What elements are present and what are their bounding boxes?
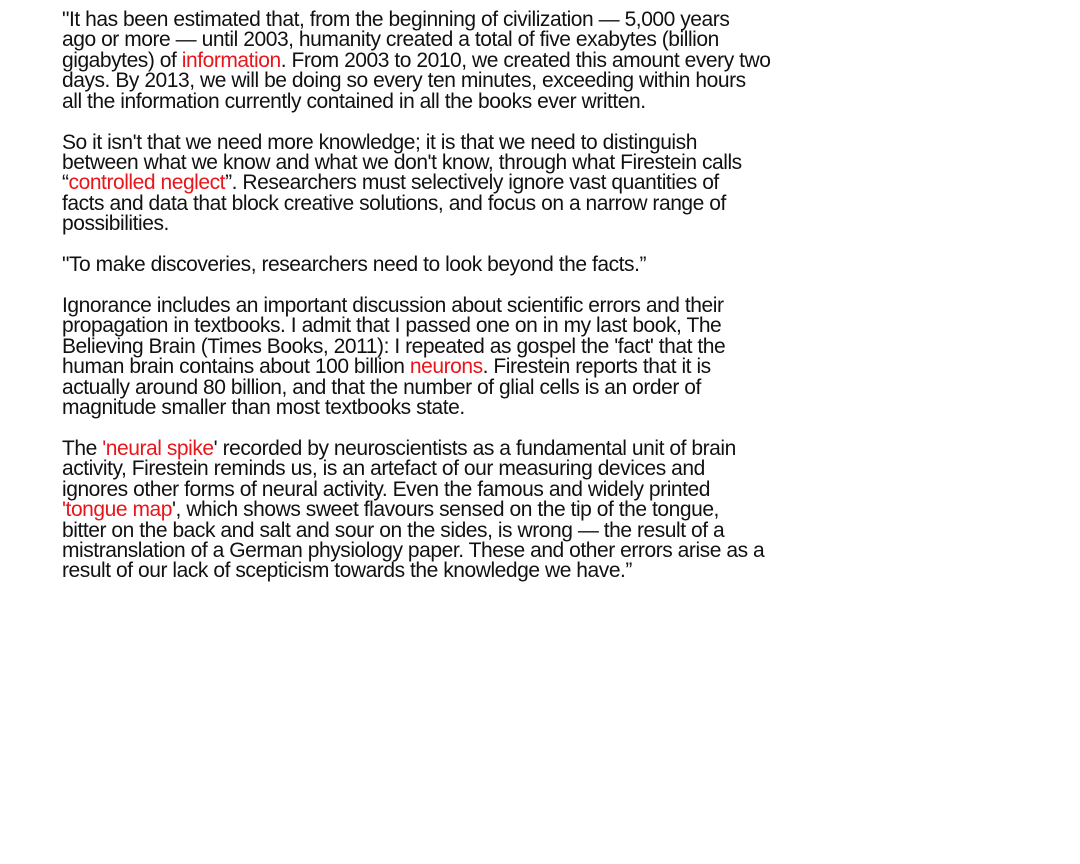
text-line [62,255,982,275]
text-segment: magnitude smaller than most textbooks state. [62,396,465,419]
paragraph [62,293,982,419]
text-segment: between what we know and what we don't know, through what Firestein calls [62,150,742,174]
text-line [62,357,982,377]
paragraph [62,130,982,236]
text-line [62,316,982,336]
highlighted-term: controlled neglect [68,171,226,195]
highlighted-term: 'neural spike [102,436,214,460]
text-line [62,150,982,174]
text-line [62,500,982,520]
text-line [62,334,982,358]
text-line [62,459,982,479]
text-segment: Ignorance includes an important discussion about scientific errors and their [62,293,724,317]
text-segment: . From 2003 to 2010, we created this amount every two [280,48,771,72]
paragraph [62,10,982,112]
text-line [62,398,982,418]
text-segment: The [62,436,103,460]
text-segment: actually around 80 billion, and that the number of glial cells is an order of [62,375,701,399]
text-segment: ', which shows sweet flavours sensed on the tip of the tongue, [171,498,719,522]
text-segment: human brain contains about 100 billion [62,355,410,379]
text-segment: So it isn't that we need more knowledge; it is that we need to distinguish [62,130,697,154]
highlighted-term: information [181,48,281,72]
text-segment: ignores other forms of neural activity. Even the famous and widely printed [62,477,710,501]
text-segment: bitter on the back and salt and sour on the sides, is wrong — the result of a [62,518,725,542]
text-line [62,130,982,154]
text-segment: activity, Firestein reminds us, is an artefact of our measuring devices and [62,457,705,481]
text-segment: days. By 2013, we will be doing so every ten minutes, exceeding within hours [62,69,746,93]
text-segment: . Firestein reports that it is [482,355,711,379]
text-segment: ' recorded by neuroscientists as a fundamental unit of brain [213,436,736,460]
text-line [62,375,982,399]
text-line [62,48,982,72]
text-line [62,173,982,193]
text-segment: ago or more — until 2003, humanity created a total of five exabytes (billion [62,28,719,52]
highlighted-term: 'tongue map [62,498,172,522]
text-line [62,538,982,562]
text-segment: gigabytes) of [62,48,182,72]
text-segment: "To make discoveries, researchers need to look beyond the facts.” [62,253,647,277]
quote-text-body [62,10,982,602]
text-line [62,436,982,460]
text-line [62,518,982,542]
text-segment: propagation in textbooks. I admit that I passed one on in my last book, The [62,314,722,338]
text-segment: mistranslation of a German physiology paper. These and other errors arise as a [62,538,765,562]
text-line [62,191,982,215]
text-segment: "It has been estimated that, from the beginning of civilization — 5,000 years [62,8,730,31]
text-segment: facts and data that block creative solutions, and focus on a narrow range of [62,191,726,215]
text-segment: possibilities. [62,212,169,236]
text-segment: “ [62,171,69,195]
text-line [62,30,982,50]
paragraph [62,436,982,583]
paragraph [62,255,982,275]
text-line [62,293,982,317]
highlighted-term: neurons [409,355,483,379]
text-line [62,214,982,234]
text-segment: all the information currently contained in all the books ever written. [62,89,646,113]
text-line [62,10,982,30]
text-line [62,561,982,581]
text-segment: Believing Brain (Times Books, 2011): I repeated as gospel the 'fact' that the [62,334,726,358]
text-line [62,477,982,501]
text-segment: ”. Researchers must selectively ignore vast quantities of [225,171,719,195]
text-line [62,71,982,91]
text-line [62,89,982,113]
text-segment: result of our lack of scepticism towards the knowledge we have.” [62,559,632,583]
